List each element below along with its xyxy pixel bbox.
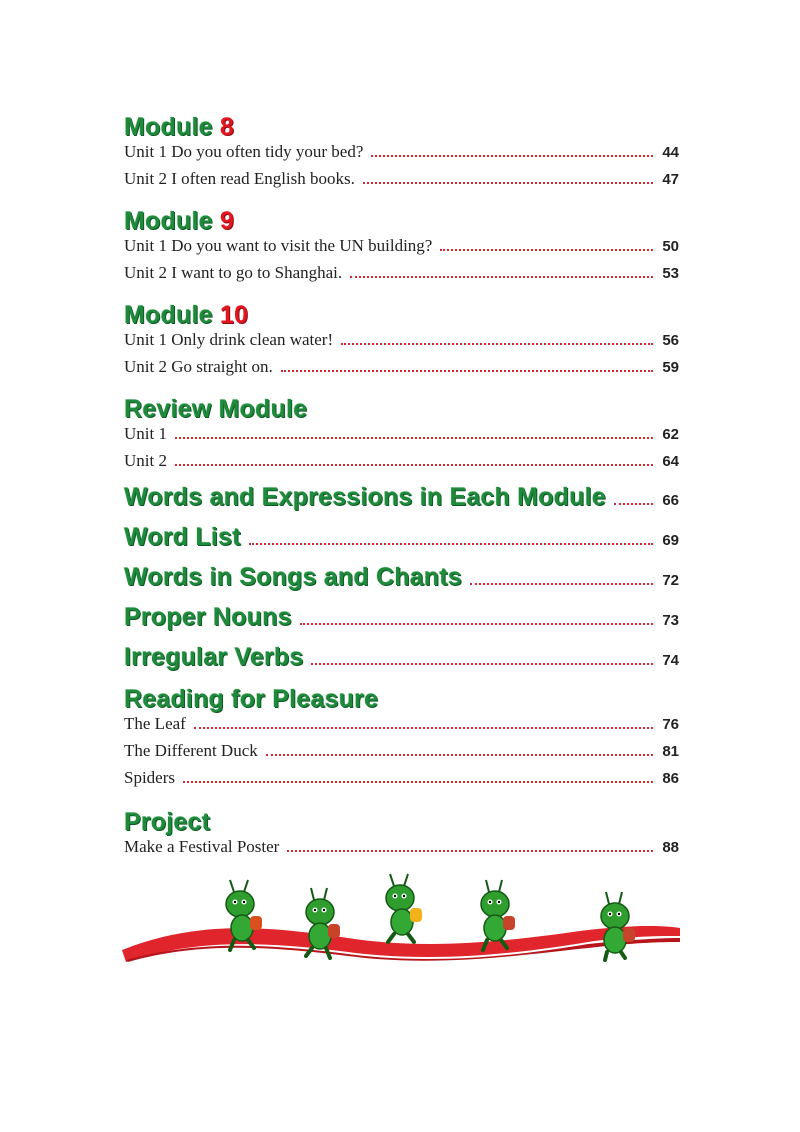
- page-number: 88: [662, 839, 679, 856]
- entry-label: Unit 1 Only drink clean water!: [124, 330, 334, 349]
- page-number: 72: [662, 572, 679, 589]
- entry-label: Unit 1 Do you often tidy your bed?: [124, 142, 364, 161]
- leader-dots: [175, 437, 653, 439]
- toc-entry[interactable]: [124, 169, 679, 196]
- reading-section: [124, 684, 679, 795]
- section-heading: Project: [124, 808, 211, 836]
- toc-heading-entry[interactable]: [124, 602, 679, 642]
- page-number: 64: [662, 453, 679, 470]
- leader-dots: [440, 249, 653, 251]
- page-number: 66: [662, 492, 679, 509]
- entry-heading: Proper Nouns: [124, 603, 292, 631]
- entry-label: Unit 1 Do you want to visit the UN building?: [124, 236, 433, 255]
- toc-entry[interactable]: [124, 236, 679, 263]
- page-number: 73: [662, 612, 679, 629]
- module-heading: Review Module: [124, 395, 308, 423]
- module-section: [124, 300, 679, 384]
- toc-entry[interactable]: [124, 263, 679, 290]
- green-ant-mascot-icon: [386, 874, 422, 942]
- page-number: 47: [662, 171, 679, 188]
- page-number: 81: [662, 743, 679, 760]
- module-section: [124, 206, 679, 290]
- entry-label: Spiders: [124, 768, 175, 787]
- module-heading: Module 9: [124, 207, 234, 235]
- toc-entry[interactable]: [124, 741, 679, 768]
- footer-illustration: [118, 868, 683, 968]
- toc-entry[interactable]: [124, 424, 679, 451]
- entry-heading: Word List: [124, 523, 241, 551]
- leader-dots: [194, 727, 653, 729]
- page-number: 69: [662, 532, 679, 549]
- toc-entry[interactable]: [124, 768, 679, 795]
- section-heading: Reading for Pleasure: [124, 685, 379, 713]
- module-section: [124, 112, 679, 196]
- page-number: 56: [662, 332, 679, 349]
- leader-dots: [614, 503, 653, 505]
- toc-heading-entry[interactable]: [124, 642, 679, 682]
- entry-heading: Words in Songs and Chants: [124, 563, 462, 591]
- project-section: [124, 807, 679, 864]
- page-number: 76: [662, 716, 679, 733]
- leader-dots: [281, 370, 653, 372]
- entry-label: Unit 2: [124, 451, 167, 470]
- page-number: 50: [662, 238, 679, 255]
- leader-dots: [287, 850, 653, 852]
- page-number: 86: [662, 770, 679, 787]
- leader-dots: [371, 155, 653, 157]
- toc-entry[interactable]: [124, 451, 679, 478]
- leader-dots: [470, 583, 653, 585]
- entry-label: The Different Duck: [124, 741, 258, 760]
- toc-entry[interactable]: [124, 330, 679, 357]
- green-ant-mascot-icon: [481, 880, 515, 950]
- toc-entry[interactable]: [124, 142, 679, 169]
- entry-label: Unit 2 Go straight on.: [124, 357, 273, 376]
- table-of-contents: [124, 112, 679, 874]
- module-heading: Module 8: [124, 113, 234, 141]
- entry-label: The Leaf: [124, 714, 186, 733]
- leader-dots: [363, 182, 653, 184]
- leader-dots: [311, 663, 653, 665]
- leader-dots: [300, 623, 653, 625]
- page-number: 74: [662, 652, 679, 669]
- toc-heading-entry[interactable]: [124, 562, 679, 602]
- page-number: 44: [662, 144, 679, 161]
- leader-dots: [266, 754, 653, 756]
- toc-heading-entry[interactable]: [124, 522, 679, 562]
- entry-label: Unit 2 I want to go to Shanghai.: [124, 263, 343, 282]
- leader-dots: [341, 343, 653, 345]
- leader-dots: [175, 464, 653, 466]
- entry-label: Unit 1: [124, 424, 167, 443]
- page-number: 62: [662, 426, 679, 443]
- module-section: [124, 394, 679, 478]
- toc-entry[interactable]: [124, 837, 679, 864]
- leader-dots: [249, 543, 653, 545]
- entry-label: Make a Festival Poster: [124, 837, 280, 856]
- page-number: 59: [662, 359, 679, 376]
- leader-dots: [183, 781, 653, 783]
- entry-label: Unit 2 I often read English books.: [124, 169, 355, 188]
- toc-entry[interactable]: [124, 714, 679, 741]
- leader-dots: [350, 276, 653, 278]
- entry-heading: Irregular Verbs: [124, 643, 304, 671]
- page-number: 53: [662, 265, 679, 282]
- entry-heading: Words and Expressions in Each Module: [124, 483, 606, 511]
- module-heading: Module 10: [124, 301, 249, 329]
- toc-entry[interactable]: [124, 357, 679, 384]
- green-ant-mascot-icon: [601, 892, 635, 960]
- toc-heading-entry[interactable]: [124, 482, 679, 522]
